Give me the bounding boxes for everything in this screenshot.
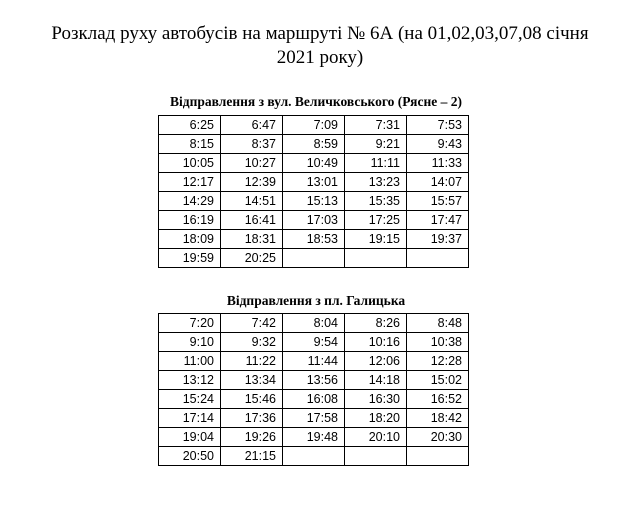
departure-time-cell: 10:05 bbox=[159, 154, 221, 173]
departure-time-cell: 7:53 bbox=[407, 116, 469, 135]
table-row bbox=[159, 173, 469, 192]
departure-time-cell: 7:20 bbox=[159, 314, 221, 333]
departure-time-cell: 11:22 bbox=[221, 352, 283, 371]
departure-time-cell: 13:12 bbox=[159, 371, 221, 390]
departure-time-cell: 17:47 bbox=[407, 211, 469, 230]
departure-time-cell: 17:58 bbox=[283, 409, 345, 428]
departure-time-cell: 6:47 bbox=[221, 116, 283, 135]
table-row bbox=[159, 314, 469, 333]
departure-time-cell: 18:53 bbox=[283, 230, 345, 249]
departure-time-cell: 13:23 bbox=[345, 173, 407, 192]
departure-time-cell: 19:59 bbox=[159, 249, 221, 268]
departure-time-cell: 8:37 bbox=[221, 135, 283, 154]
departure-time-cell: 20:50 bbox=[159, 447, 221, 466]
departure-time-cell: 18:31 bbox=[221, 230, 283, 249]
departure-time-cell: 16:52 bbox=[407, 390, 469, 409]
departure-time-cell: 17:36 bbox=[221, 409, 283, 428]
departure-time-cell: 17:03 bbox=[283, 211, 345, 230]
departure-time-cell: 20:25 bbox=[221, 249, 283, 268]
departure-time-cell: 19:37 bbox=[407, 230, 469, 249]
departure-time-cell: 18:42 bbox=[407, 409, 469, 428]
page-title-line-1: Розклад руху автобусів на маршруті № 6А (на 01,02,03,07,08 січня bbox=[51, 23, 589, 44]
section-heading-halytska: Відправлення з пл. Галицька bbox=[226, 293, 406, 308]
departure-time-cell bbox=[283, 447, 345, 466]
departure-time-cell: 15:02 bbox=[407, 371, 469, 390]
departure-time-cell: 10:38 bbox=[407, 333, 469, 352]
schedule-table-velychkovskoho bbox=[158, 115, 469, 268]
schedule-table-halytska bbox=[158, 313, 469, 466]
departure-time-cell: 7:09 bbox=[283, 116, 345, 135]
departure-time-cell: 10:27 bbox=[221, 154, 283, 173]
departure-time-cell: 10:16 bbox=[345, 333, 407, 352]
departure-time-cell: 15:24 bbox=[159, 390, 221, 409]
table-row bbox=[159, 211, 469, 230]
departure-time-cell bbox=[407, 249, 469, 268]
departure-time-cell: 11:11 bbox=[345, 154, 407, 173]
departure-time-cell: 20:10 bbox=[345, 428, 407, 447]
departure-time-cell: 19:48 bbox=[283, 428, 345, 447]
departure-time-cell: 20:30 bbox=[407, 428, 469, 447]
departure-time-cell: 16:08 bbox=[283, 390, 345, 409]
departure-time-cell: 8:59 bbox=[283, 135, 345, 154]
table-row bbox=[159, 135, 469, 154]
table-row bbox=[159, 192, 469, 211]
departure-time-cell: 15:57 bbox=[407, 192, 469, 211]
departure-time-cell: 11:44 bbox=[283, 352, 345, 371]
departure-time-cell: 13:01 bbox=[283, 173, 345, 192]
table-row bbox=[159, 428, 469, 447]
departure-time-cell: 9:10 bbox=[159, 333, 221, 352]
departure-time-cell: 12:28 bbox=[407, 352, 469, 371]
departure-time-cell: 14:51 bbox=[221, 192, 283, 211]
departure-time-cell: 7:31 bbox=[345, 116, 407, 135]
departure-time-cell: 16:41 bbox=[221, 211, 283, 230]
departure-time-cell: 12:17 bbox=[159, 173, 221, 192]
page-title bbox=[0, 22, 640, 70]
departure-time-cell: 21:15 bbox=[221, 447, 283, 466]
departure-time-cell: 6:25 bbox=[159, 116, 221, 135]
departure-time-cell bbox=[407, 447, 469, 466]
departure-time-cell: 11:33 bbox=[407, 154, 469, 173]
departure-time-cell: 13:34 bbox=[221, 371, 283, 390]
section-heading-velychkovskoho: Відправлення з вул. Величковського (Рясне – 2) bbox=[170, 94, 462, 109]
departure-time-cell bbox=[345, 249, 407, 268]
departure-time-cell: 12:06 bbox=[345, 352, 407, 371]
table-row bbox=[159, 447, 469, 466]
departure-time-cell: 8:48 bbox=[407, 314, 469, 333]
departure-time-cell: 19:04 bbox=[159, 428, 221, 447]
departure-time-cell: 16:19 bbox=[159, 211, 221, 230]
departure-time-cell: 12:39 bbox=[221, 173, 283, 192]
departure-time-cell: 17:14 bbox=[159, 409, 221, 428]
table-row bbox=[159, 249, 469, 268]
page-title-line-2: 2021 року) bbox=[276, 47, 364, 68]
departure-time-cell: 8:15 bbox=[159, 135, 221, 154]
departure-time-cell: 8:04 bbox=[283, 314, 345, 333]
table-row bbox=[159, 371, 469, 390]
departure-time-cell: 11:00 bbox=[159, 352, 221, 371]
departure-time-cell: 9:21 bbox=[345, 135, 407, 154]
departure-time-cell: 15:46 bbox=[221, 390, 283, 409]
table-row bbox=[159, 352, 469, 371]
departure-time-cell: 14:18 bbox=[345, 371, 407, 390]
departure-time-cell: 16:30 bbox=[345, 390, 407, 409]
departure-time-cell bbox=[283, 249, 345, 268]
departure-time-cell: 9:32 bbox=[221, 333, 283, 352]
departure-time-cell: 17:25 bbox=[345, 211, 407, 230]
departure-time-cell: 9:43 bbox=[407, 135, 469, 154]
departure-time-cell: 14:07 bbox=[407, 173, 469, 192]
table-row bbox=[159, 230, 469, 249]
departure-time-cell: 9:54 bbox=[283, 333, 345, 352]
departure-time-cell: 19:26 bbox=[221, 428, 283, 447]
departure-time-cell: 13:56 bbox=[283, 371, 345, 390]
table-row bbox=[159, 116, 469, 135]
table-row bbox=[159, 333, 469, 352]
departure-time-cell: 15:13 bbox=[283, 192, 345, 211]
departure-time-cell: 7:42 bbox=[221, 314, 283, 333]
departure-time-cell: 19:15 bbox=[345, 230, 407, 249]
departure-time-cell: 15:35 bbox=[345, 192, 407, 211]
table-row bbox=[159, 409, 469, 428]
departure-time-cell: 8:26 bbox=[345, 314, 407, 333]
departure-time-cell: 18:09 bbox=[159, 230, 221, 249]
departure-time-cell: 18:20 bbox=[345, 409, 407, 428]
table-row bbox=[159, 154, 469, 173]
departure-time-cell: 10:49 bbox=[283, 154, 345, 173]
table-row bbox=[159, 390, 469, 409]
departure-time-cell: 14:29 bbox=[159, 192, 221, 211]
departure-time-cell bbox=[345, 447, 407, 466]
